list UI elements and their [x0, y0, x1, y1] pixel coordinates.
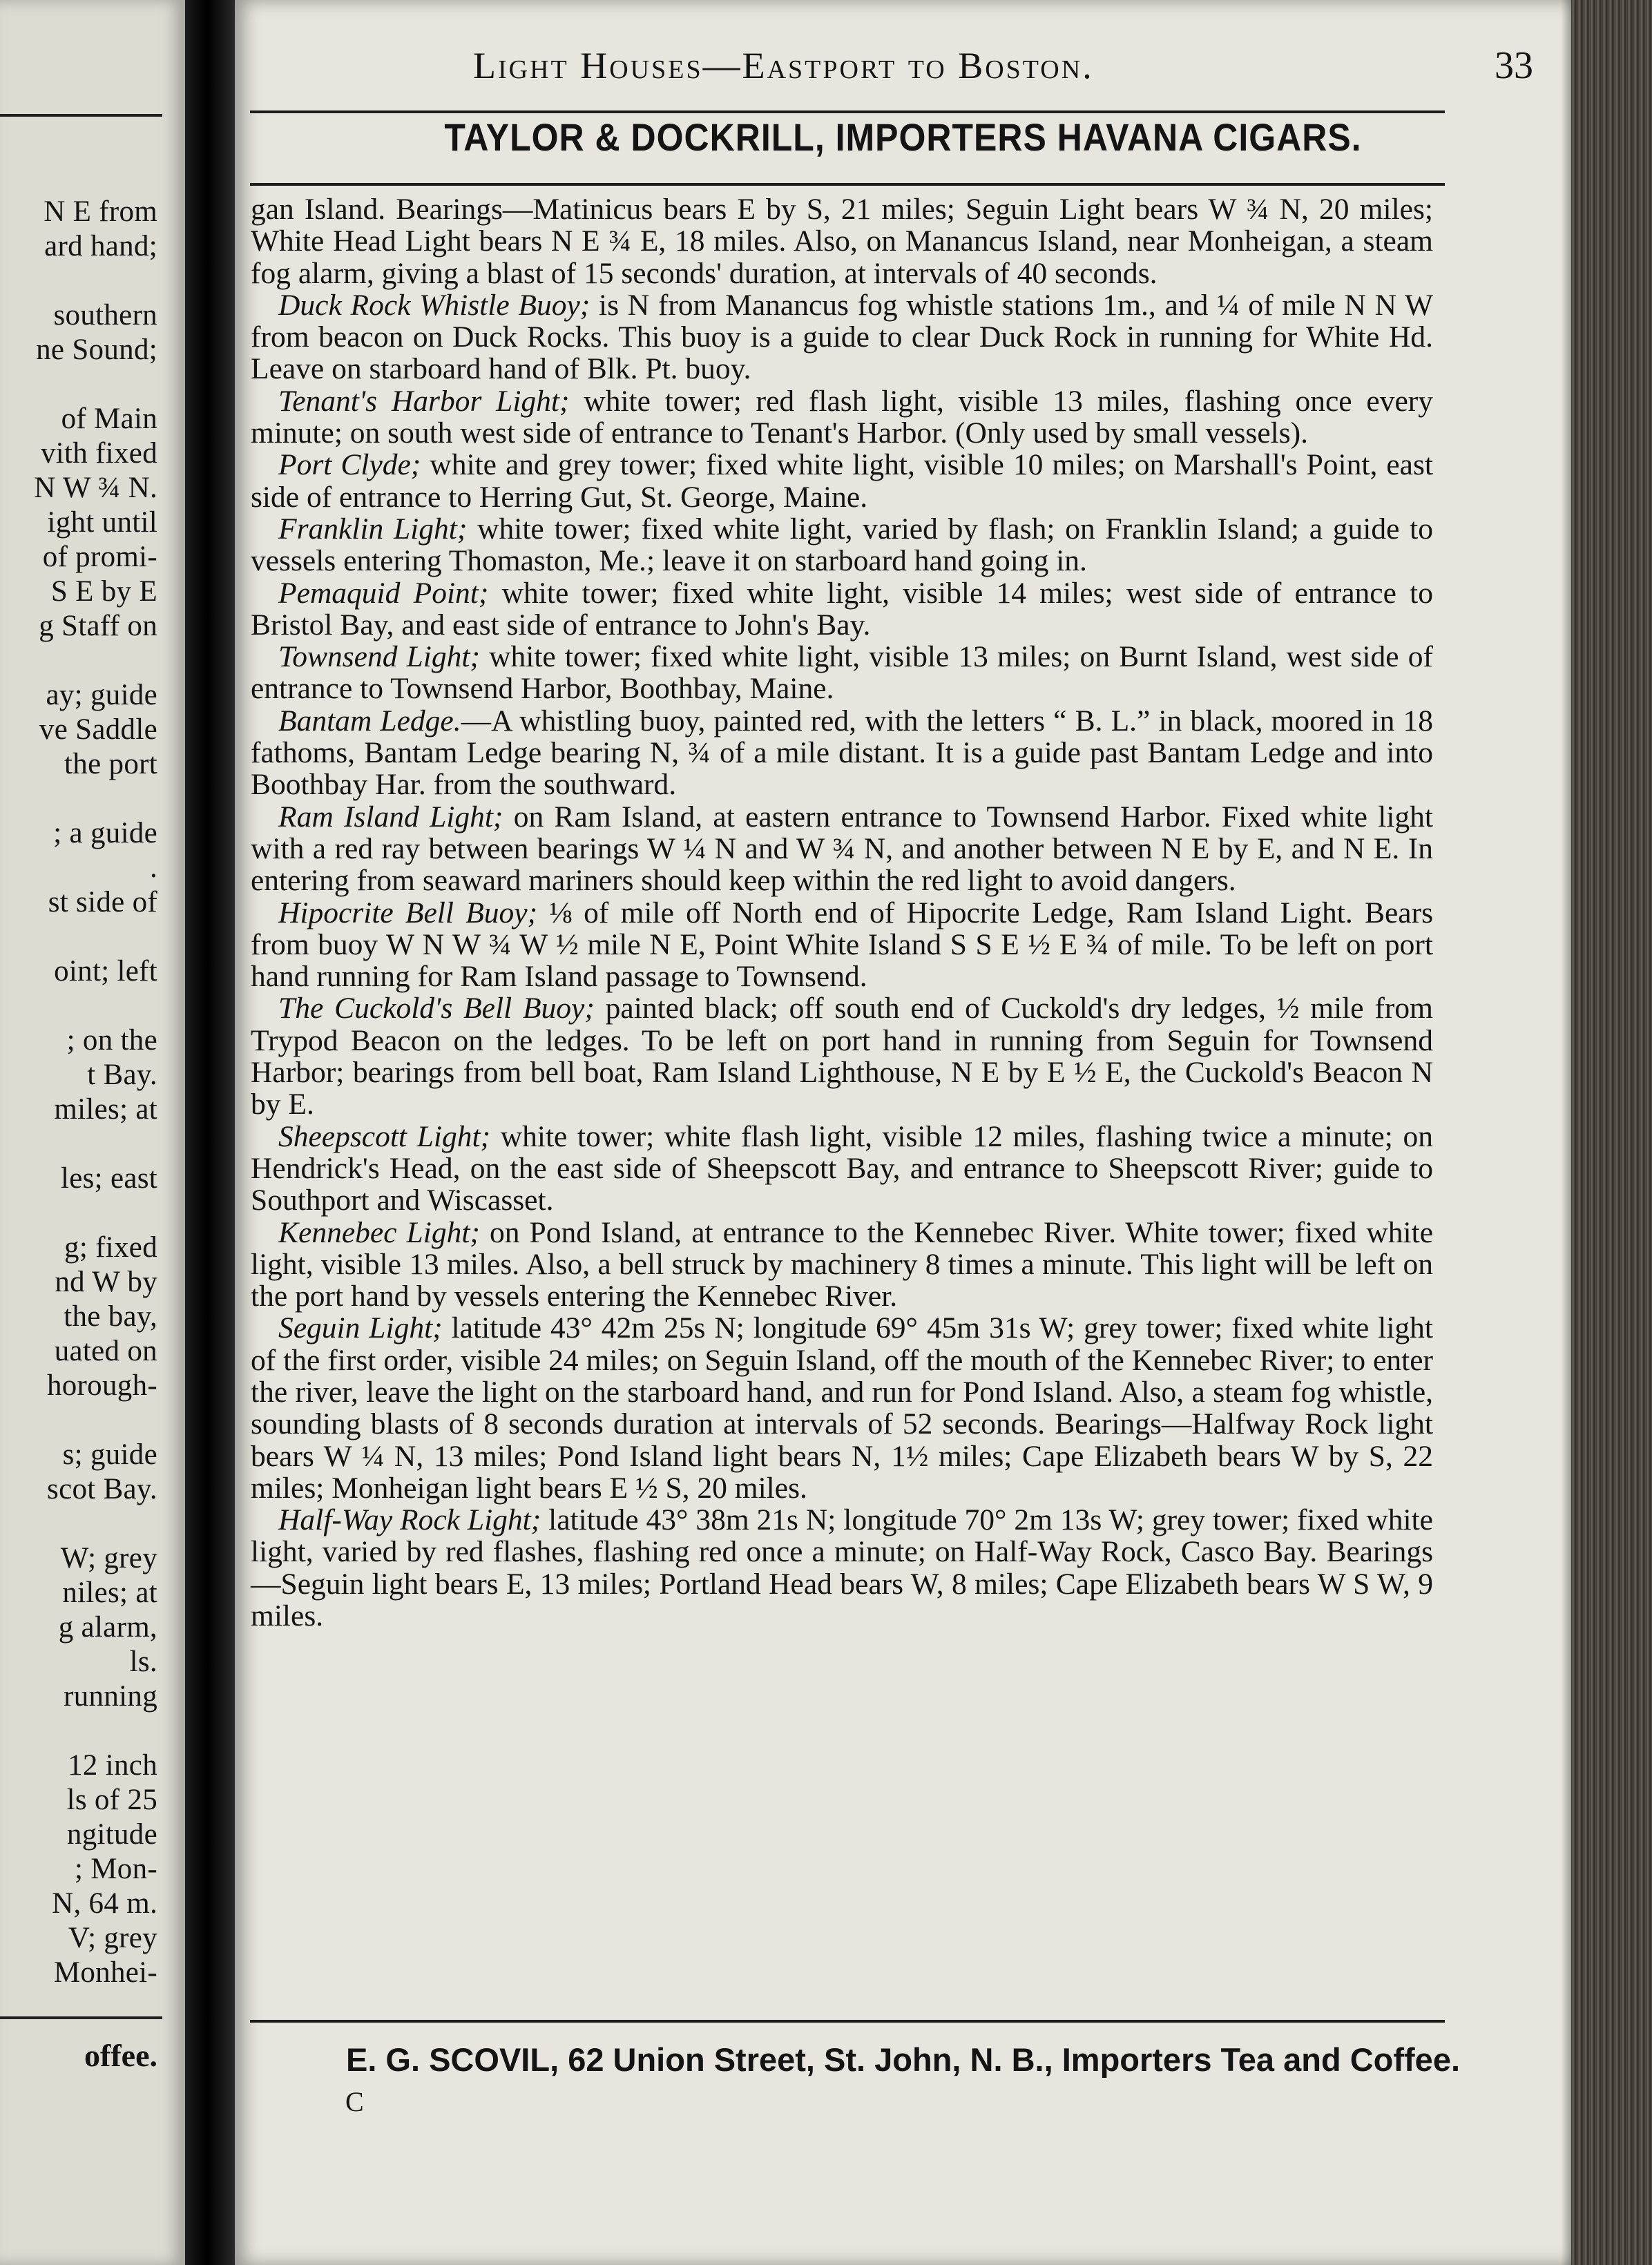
left-page-fragment: t Bay. [87, 1059, 157, 1091]
entry-text: white tower; fixed white light, visible 14 miles; west side of entrance to Bristol Bay, and east side of entrance to John's Bay. [251, 576, 1433, 642]
left-page-fragment: ne Sound; [36, 334, 157, 366]
left-page-fragment: of promi- [42, 541, 157, 573]
left-page-fragment: ard hand; [44, 230, 157, 262]
signature-mark: C [345, 2086, 364, 2117]
left-page-fragment: uated on [54, 1335, 157, 1367]
left-page-fragment: horough- [46, 1369, 157, 1402]
page-block-edge [1571, 0, 1652, 2265]
entry-text: white tower; red flash light, visible 13 miles, flashing once every minute; on south west side of entrance to Tenant's Harbor. (Only used by small vessels). [251, 384, 1433, 450]
left-page-fragment: scot Bay. [47, 1473, 157, 1505]
entry-paragraph [251, 1121, 1433, 1217]
lighthouse-entries [251, 193, 1433, 1632]
entry-heading: Duck Rock Whistle Buoy; [278, 288, 590, 322]
left-page-fragment: 12 inch [68, 1749, 157, 1782]
entry-paragraph [251, 897, 1433, 993]
entry-text: gan Island. Bearings—Matinicus bears E by S, 21 miles; Seguin Light bears W ¾ N, 20 miles; White Head Light bears N E ¾ E, 18 miles. Also, on Manancus Island, near Monheigan, a steam fog alarm, giving a blast of 15 seconds' duration, at intervals of 40 seconds. [251, 193, 1433, 290]
entry-heading: Tenant's Harbor Light; [278, 384, 570, 418]
entry-text: is N from Manancus fog whistle stations 1m., and ¼ of mile N N W from beacon on Duck Rocks. This buoy is a guide to clear Duck Rock in running for White Hd. Leave on starboard hand of Blk. Pt. buoy. [251, 288, 1434, 386]
entry-heading: Port Clyde; [278, 448, 421, 482]
left-page-fragment: . [149, 851, 157, 884]
left-page-fragment: ; a guide [53, 817, 157, 849]
left-page-fragment: southern [53, 299, 157, 331]
left-page-fragment: ight until [47, 506, 157, 539]
left-page-fragment: V; grey [68, 1922, 157, 1954]
running-head-title: Light Houses—Eastport to Boston. [473, 45, 1094, 86]
entry-text: on Pond Island, at entrance to the Kennebec River. White tower; fixed white light, visible 13 miles. Also, a bell struck by machinery 8 times a minute. This light will be left on the port hand by vessels entering the Kennebec River. [251, 1215, 1434, 1313]
entry-paragraph [251, 289, 1433, 385]
entry-text: latitude 43° 42m 25s N; longitude 69° 45m 31s W; grey tower; fixed white light of the first order, visible 24 miles; on Seguin Island, off the mouth of the Kennebec River; to enter the river, leave the light on the starboard hand, and run for Pond Island. Also, a steam fog whistle, sounding blasts of 8 seconds duration at intervals of 52 seconds. Bearings—Halfway Rock light bears W ¼ N, 13 miles; Pond Island light bears N, 1½ miles; Cape Elizabeth bears W by S, 22 miles; Monheigan light bears E ½ S, 20 miles. [251, 1311, 1433, 1505]
entry-text: white tower; fixed white light, visible 13 miles; on Burnt Island, west side of entrance to Townsend Harbor, Boothbay, Maine. [251, 640, 1433, 706]
left-page-fragment: miles; at [54, 1093, 157, 1126]
left-page-fragment: vith fixed [41, 437, 157, 470]
left-page-fragment: g; fixed [64, 1231, 157, 1264]
entry-paragraph [251, 449, 1433, 513]
left-page-fragment: s; guide [62, 1438, 157, 1471]
entry-heading: Half-Way Rock Light; [278, 1503, 541, 1537]
entry-text: on Ram Island, at eastern entrance to Townsend Harbor. Fixed white light with a red ray between bearings W ¼ N and W ¾ N, and another between N E by E, and N E. In entering from seaward mariners should keep within the red light to avoid dangers. [251, 800, 1433, 898]
left-page-bottom-rule [0, 2016, 162, 2019]
entry-text: painted black; off south end of Cuckold's dry ledges, ½ mile from Trypod Beacon on the ledges. To be left on port hand in running from Seguin for Townsend Harbor; bearings from bell boat, Ram Island Lighthouse, N E by E ½ E, the Cuckold's Beacon N by E. [251, 992, 1433, 1121]
left-page-fragment: les; east [60, 1162, 157, 1195]
entry-paragraph [251, 577, 1433, 642]
left-page-fragment: ls of 25 [66, 1784, 157, 1816]
entry-text: latitude 43° 38m 21s N; longitude 70° 2m 13s W; grey tower; fixed white light, varied by red flashes, flashing red once a minute; on Half-Way Rock, Casco Bay. Bearings—Seguin light bears E, 13 miles; Portland Head bears W, 8 miles; Cape Elizabeth bears W S W, 9 miles. [251, 1503, 1433, 1633]
left-page-fragment: W; grey [60, 1542, 157, 1574]
book-page [235, 0, 1571, 2265]
left-page-fragment: Monhei- [53, 1956, 157, 1989]
entry-heading: Townsend Light; [278, 640, 480, 674]
left-page-fragment: ; on the [66, 1024, 157, 1057]
page-number: 33 [1495, 44, 1533, 87]
left-page-top-rule [0, 114, 162, 117]
entry-paragraph [251, 385, 1433, 450]
entry-text: white tower; fixed white light, varied by flash; on Franklin Island; a guide to vessels entering Thomaston, Me.; leave it on starboard hand going in. [251, 512, 1433, 578]
entry-heading: Bantam Ledge. [278, 704, 461, 738]
entry-text: ⅛ of mile off North end of Hipocrite Ledge, Ram Island Light. Bears from buoy W N W ¾ W ½ mile N E, Point White Island S S E ½ E ¾ of mile. To be left on port hand running for Ram Island passage to Townsend. [251, 896, 1433, 994]
left-page-fragment: niles; at [62, 1577, 157, 1609]
entry-heading: Franklin Light; [278, 512, 468, 546]
left-page-fragment: the bay, [64, 1300, 157, 1333]
entry-text: white tower; white flash light, visible 12 miles, flashing twice a minute; on Hendrick's Head, on the east side of Sheepscott Bay, and entrance to Sheepscott River; guide to Southport and Wiscasset. [251, 1119, 1433, 1217]
entry-paragraph [251, 705, 1433, 801]
entry-paragraph [251, 1504, 1433, 1632]
entry-paragraph [251, 1217, 1433, 1313]
entry-heading: Seguin Light; [278, 1311, 443, 1345]
entry-heading: Pemaquid Point; [278, 576, 489, 610]
left-page-fragment: oint; left [54, 955, 157, 987]
entry-text: white and grey tower; fixed white light, visible 10 miles; on Marshall's Point, east side of entrance to Herring Gut, St. George, Maine. [251, 448, 1433, 514]
running-head [235, 38, 1571, 93]
left-page-fragment: ve Saddle [39, 713, 157, 746]
entry-heading: Hipocrite Bell Buoy; [278, 896, 538, 929]
entry-paragraph [251, 193, 1433, 289]
header-rule-bottom [250, 183, 1445, 186]
left-page-fragment: ngitude [66, 1818, 157, 1851]
entry-paragraph [251, 513, 1433, 577]
left-facing-page [0, 0, 185, 2265]
header-rule-top [250, 110, 1445, 113]
footer-advertisement: E. G. SCOVIL, 62 Union Street, St. John, N. B., Importers Tea and Coffee. [345, 2041, 1461, 2078]
left-page-fragment: running [64, 1680, 157, 1713]
left-page-fragment: of Main [61, 403, 157, 435]
header-advertisement: TAYLOR & DOCKRILL, IMPORTERS HAVANA CIGARS. [444, 115, 1362, 160]
entry-paragraph [251, 1312, 1433, 1504]
entry-text: —A whistling buoy, painted red, with the letters “ B. L.” in black, moored in 18 fathoms, Bantam Ledge bearing N, ¾ of a mile distant. It is a guide past Bantam Ledge and into Boothbay Har. from the southward. [251, 704, 1433, 802]
entry-paragraph [251, 992, 1433, 1120]
left-page-fragment: ls. [129, 1646, 157, 1678]
left-page-fragment: N W ¾ N. [34, 472, 157, 504]
entry-heading: The Cuckold's Bell Buoy; [278, 992, 595, 1025]
left-page-fragment: N, 64 m. [52, 1887, 157, 1920]
entry-heading: Sheepscott Light; [278, 1119, 491, 1153]
book-gutter [185, 0, 235, 2265]
left-page-fragment: g alarm, [58, 1611, 157, 1644]
left-page-fragment: g Staff on [39, 610, 157, 642]
left-page-fragment: S E by E [50, 575, 157, 608]
footer-rule [250, 2020, 1445, 2023]
left-page-footer-fragment: offee. [84, 2038, 157, 2073]
left-page-fragment: N E from [44, 195, 157, 228]
left-page-fragment: ay; guide [46, 679, 157, 711]
left-page-fragment: the port [64, 748, 157, 780]
left-page-fragment: st side of [48, 886, 157, 918]
entry-heading: Kennebec Light; [278, 1215, 480, 1249]
entry-heading: Ram Island Light; [278, 800, 503, 833]
left-page-fragment: ; Mon- [74, 1853, 157, 1885]
entry-paragraph [251, 801, 1433, 897]
left-page-fragment: nd W by [55, 1266, 157, 1298]
entry-paragraph [251, 641, 1433, 705]
